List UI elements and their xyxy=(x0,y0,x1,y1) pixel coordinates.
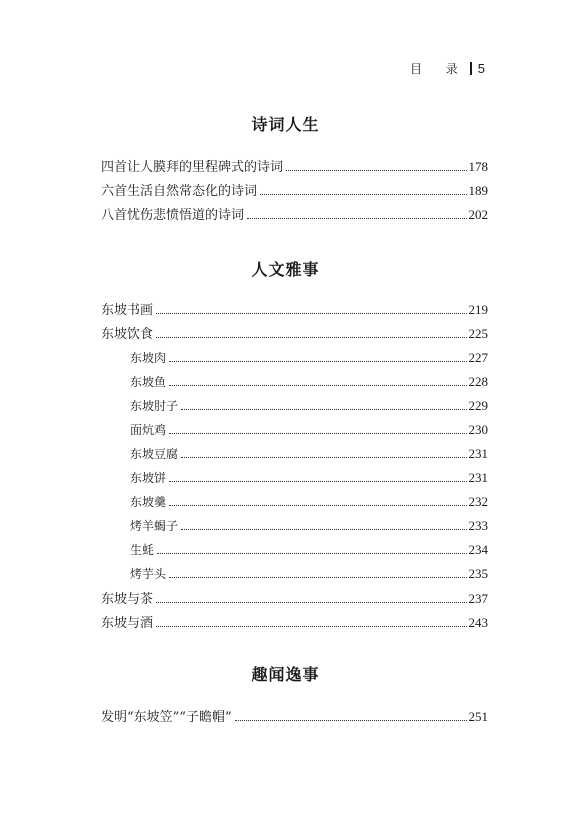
toc-entry[interactable] xyxy=(101,611,488,631)
toc-entry-page: 231 xyxy=(468,470,488,485)
dot-leader xyxy=(247,218,466,219)
running-head xyxy=(410,60,485,77)
toc-entry-page: 219 xyxy=(468,302,488,317)
toc-entry-label: 东坡饼 xyxy=(130,471,167,485)
toc-entry-label: 东坡与酒 xyxy=(101,616,154,631)
toc-entry[interactable] xyxy=(101,587,488,607)
toc-entry[interactable] xyxy=(101,155,488,175)
toc-subentry[interactable] xyxy=(130,346,488,366)
page-number: 5 xyxy=(477,61,485,76)
toc-entry[interactable] xyxy=(101,203,488,223)
dot-leader xyxy=(286,170,466,171)
section-title: 趣闻逸事 xyxy=(251,665,320,684)
toc-entry-label: 四首让人膜拜的里程碑式的诗词 xyxy=(101,160,284,175)
toc-entry-label: 东坡与茶 xyxy=(101,592,154,607)
toc-entry-page: 189 xyxy=(468,183,488,198)
toc-entry-label: 发明“东坡笠”“子瞻帽” xyxy=(101,710,232,725)
toc-entry[interactable] xyxy=(101,298,488,318)
toc-entry-page: 251 xyxy=(468,709,488,724)
toc-entry-page: 237 xyxy=(468,591,488,606)
toc-entry-label: 生蚝 xyxy=(130,543,155,557)
toc-entry-page: 230 xyxy=(468,422,488,437)
toc-entry-page: 235 xyxy=(468,566,488,581)
toc-entry-label: 东坡羹 xyxy=(130,495,167,509)
toc-subentry[interactable] xyxy=(130,490,488,510)
toc-entry[interactable] xyxy=(101,179,488,199)
dot-leader xyxy=(169,361,466,362)
dot-leader xyxy=(156,337,466,338)
toc-entry-page: 233 xyxy=(468,518,488,533)
toc-entry-label: 东坡饮食 xyxy=(101,327,154,342)
toc-entry-page: 231 xyxy=(468,446,488,461)
section-title: 诗词人生 xyxy=(251,115,320,134)
toc-entry-page: 228 xyxy=(468,374,488,389)
toc-entry-page: 225 xyxy=(468,326,488,341)
toc-subentry[interactable] xyxy=(130,394,488,414)
dot-leader xyxy=(169,385,466,386)
toc-entry-label: 东坡豆腐 xyxy=(130,447,179,461)
section-title: 人文雅事 xyxy=(251,260,320,279)
toc-entry-label: 烤芋头 xyxy=(130,567,167,581)
toc-entry[interactable] xyxy=(101,322,488,342)
toc-entry-page: 202 xyxy=(468,207,488,222)
dot-leader xyxy=(156,602,466,603)
dot-leader xyxy=(157,553,466,554)
toc-entry-page: 234 xyxy=(468,542,488,557)
dot-leader xyxy=(169,433,466,434)
toc-entry-label: 面炕鸡 xyxy=(130,423,167,437)
toc-subentry[interactable] xyxy=(130,466,488,486)
toc-subentry[interactable] xyxy=(130,370,488,390)
toc-entry-page: 178 xyxy=(468,159,488,174)
toc-subentry[interactable] xyxy=(130,562,488,582)
toc-subentry[interactable] xyxy=(130,538,488,558)
dot-leader xyxy=(181,529,466,530)
toc-entry-page: 229 xyxy=(468,398,488,413)
running-head-divider xyxy=(470,62,472,75)
toc-entry-label: 东坡鱼 xyxy=(130,375,167,389)
toc-subentry[interactable] xyxy=(130,418,488,438)
toc-entry-page: 227 xyxy=(468,350,488,365)
toc-entry[interactable] xyxy=(101,705,488,725)
dot-leader xyxy=(156,313,466,314)
dot-leader xyxy=(181,409,466,410)
toc-entry-label: 烤羊蝎子 xyxy=(130,519,179,533)
toc-subentry[interactable] xyxy=(130,514,488,534)
toc-subentry[interactable] xyxy=(130,442,488,462)
dot-leader xyxy=(169,481,466,482)
toc-entry-label: 东坡肘子 xyxy=(130,399,179,413)
toc-entry-label: 东坡肉 xyxy=(130,351,167,365)
toc-entry-label: 东坡书画 xyxy=(101,303,154,318)
dot-leader xyxy=(181,457,466,458)
toc-entry-label: 六首生活自然常态化的诗词 xyxy=(101,184,258,199)
dot-leader xyxy=(260,194,466,195)
toc-entry-page: 243 xyxy=(468,615,488,630)
running-head-title: 目 录 xyxy=(409,62,468,76)
dot-leader xyxy=(169,505,466,506)
toc-entry-page: 232 xyxy=(468,494,488,509)
dot-leader xyxy=(169,577,466,578)
dot-leader xyxy=(156,626,466,627)
toc-entry-label: 八首忧伤悲愤悟道的诗词 xyxy=(101,208,245,223)
dot-leader xyxy=(235,720,467,721)
